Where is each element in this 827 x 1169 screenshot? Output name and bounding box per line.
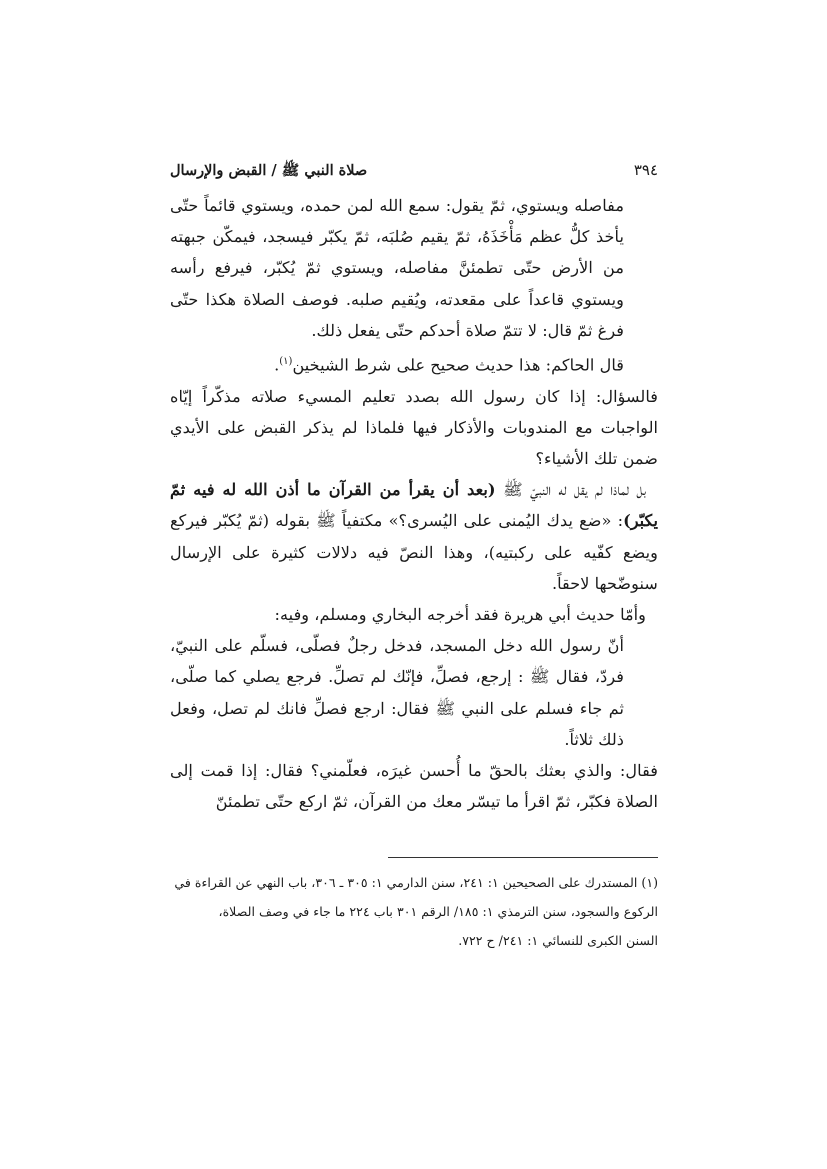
main-text bbox=[170, 190, 658, 817]
why-rest: : «ضع يدك اليُمنى على اليُسرى؟» مكتفياً ﷺ بقوله (ثمّ يُكبّر فيركع ويضع كفّيه على ركبتيه)، وهذا النصّ فيه دلالات كثيرة على الإرسال سنوضّحها لاحقاً. bbox=[170, 511, 658, 593]
question-paragraph: فالسؤال: إذا كان رسول الله بصدد تعليم المسيء صلاته مذكّراً إيّاه الواجبات مع المندوبات والأذكار فيها فلماذا لم يذكر القبض على الأيدي ضمن تلك الأشياء؟ bbox=[170, 386, 658, 469]
why-lead: بل لماذا لم يقل له النبيّ ﷺ bbox=[495, 480, 647, 500]
quote-paragraph-1: مفاصله ويستوي، ثمّ يقول: سمع الله لمن حمده، ويستوي قائماً حتّى يأخذ كلُّ عظم مَأْخَذَهُ، ثمّ يقيم صُلبَه، ثمّ يكبّر فيسجد، فيمكّن جبهته من الأرض حتّى تطمئنَّ مفاصله، ويستوي ثمّ يُكبّر، فيرفع رأسه ويستوي قاعداً على مقعدته، ويُقيم صلبه. فوصف الصلاة هكذا حتّى فرغ ثمّ قال: لا تتمّ صلاة أحدكم حتّى يفعل ذلك. bbox=[170, 196, 624, 340]
quote-paragraph-2 bbox=[170, 346, 658, 381]
book-page bbox=[170, 150, 658, 955]
footnote-1-line-1: (١) المستدرك على الصحيحين ١: ٢٤١، سنن الدارمي ١: ٣٠٥ ـ ٣٠٦، باب النهي عن القراءة في bbox=[174, 875, 658, 891]
running-header bbox=[170, 150, 658, 190]
footnote-1-line-3: السنن الكبرى للنسائي ١: ٢٤١/ ح ٧٢٢. bbox=[458, 933, 658, 949]
footnote-ref-1[interactable]: (١) bbox=[279, 356, 293, 368]
bold-quote: (بعد أن يقرأ من القرآن ما أذن الله له فيه ثمّ يكبّر) bbox=[170, 480, 658, 531]
page-number: ٣٩٤ bbox=[633, 161, 658, 179]
sentence-end: . bbox=[274, 355, 280, 375]
footnote-separator bbox=[388, 857, 658, 858]
footnote-1-line-2: الركوع والسجود، سنن الترمذي ١: ١٨٥/ الرقم ٣٠١ باب ٢٢٤ ما جاء في وصف الصلاة، bbox=[218, 904, 658, 920]
footnotes bbox=[170, 868, 658, 955]
hakim-statement: قال الحاكم: هذا حديث صحيح على شرط الشيخين bbox=[292, 355, 624, 375]
running-title: صلاة النبي ﷺ / القبض والإرسال bbox=[170, 162, 368, 179]
why-paragraph bbox=[170, 474, 658, 599]
abu-hurayra-intro: وأمّا حديث أبي هريرة فقد أخرجه البخاري ومسلم، وفيه: bbox=[274, 605, 646, 625]
hadith-continuation: فقال: والذي بعثك بالحقّ ما أُحسن غيرَه، فعلّمني؟ فقال: إذا قمت إلى الصلاة فكبّر، ثمّ اقرأ ما تيسّر معك من القرآن، ثمّ اركع حتّى تطمئنّ bbox=[170, 761, 658, 812]
hadith-quote-paragraph: أنّ رسول الله دخل المسجد، فدخل رجلٌ فصلّى، فسلّم على النبيّ، فردّ، فقال ﷺ : إرجع، فصلِّ، فإنّك لم تصلِّ. فرجع يصلي كما صلّى، ثم جاء فسلم على النبي ﷺ فقال: ارجع فصلِّ فانك لم تصل، وفعل ذلك ثلاثاً. bbox=[170, 636, 624, 749]
